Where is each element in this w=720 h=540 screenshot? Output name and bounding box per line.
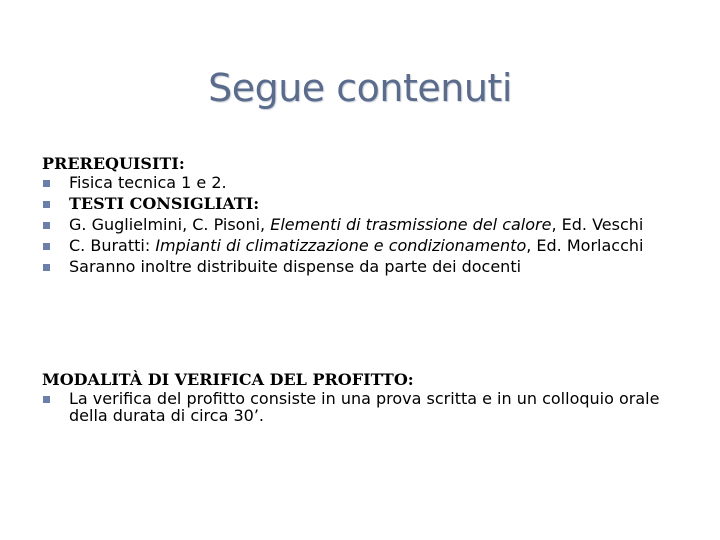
prerequisiti-list — [42, 174, 702, 275]
square-bullet-icon — [43, 396, 50, 403]
square-bullet-icon — [43, 243, 50, 250]
list-item-text: La verifica del profitto consiste in una prova scritta e in un colloquio orale della durata di circa 30’. — [69, 389, 660, 425]
list-item — [42, 258, 702, 275]
prerequisiti-section — [42, 153, 702, 279]
list-item — [42, 390, 702, 424]
square-bullet-icon — [43, 222, 50, 229]
book-authors: C. Buratti: — [69, 236, 156, 255]
list-item — [42, 216, 702, 233]
slide-title: Segue contenuti — [208, 66, 512, 110]
list-item-text: Saranno inoltre distribuite dispense da parte dei docenti — [69, 257, 522, 276]
square-bullet-icon — [43, 264, 50, 271]
modalita-verifica-heading: MODALITÀ DI VERIFICA DEL PROFITTO: — [42, 370, 414, 389]
prerequisiti-heading: PREREQUISITI: — [42, 154, 185, 173]
square-bullet-icon — [43, 180, 50, 187]
list-item-text: Fisica tecnica 1 e 2. — [69, 173, 227, 192]
book-title: Elementi di trasmissione del calore — [270, 215, 552, 234]
book-title: Impianti di climatizzazione e condizionamento — [155, 236, 527, 255]
testi-consigliati-label: TESTI CONSIGLIATI: — [69, 194, 260, 213]
modalita-verifica-section — [42, 369, 702, 428]
book-publisher: , Ed. Veschi — [551, 215, 644, 234]
modalita-verifica-list — [42, 390, 702, 424]
book-publisher: , Ed. Morlacchi — [526, 236, 644, 255]
list-item — [42, 174, 702, 191]
square-bullet-icon — [43, 201, 50, 208]
list-item — [42, 195, 702, 212]
book-authors: G. Guglielmini, C. Pisoni, — [69, 215, 271, 234]
list-item — [42, 237, 702, 254]
